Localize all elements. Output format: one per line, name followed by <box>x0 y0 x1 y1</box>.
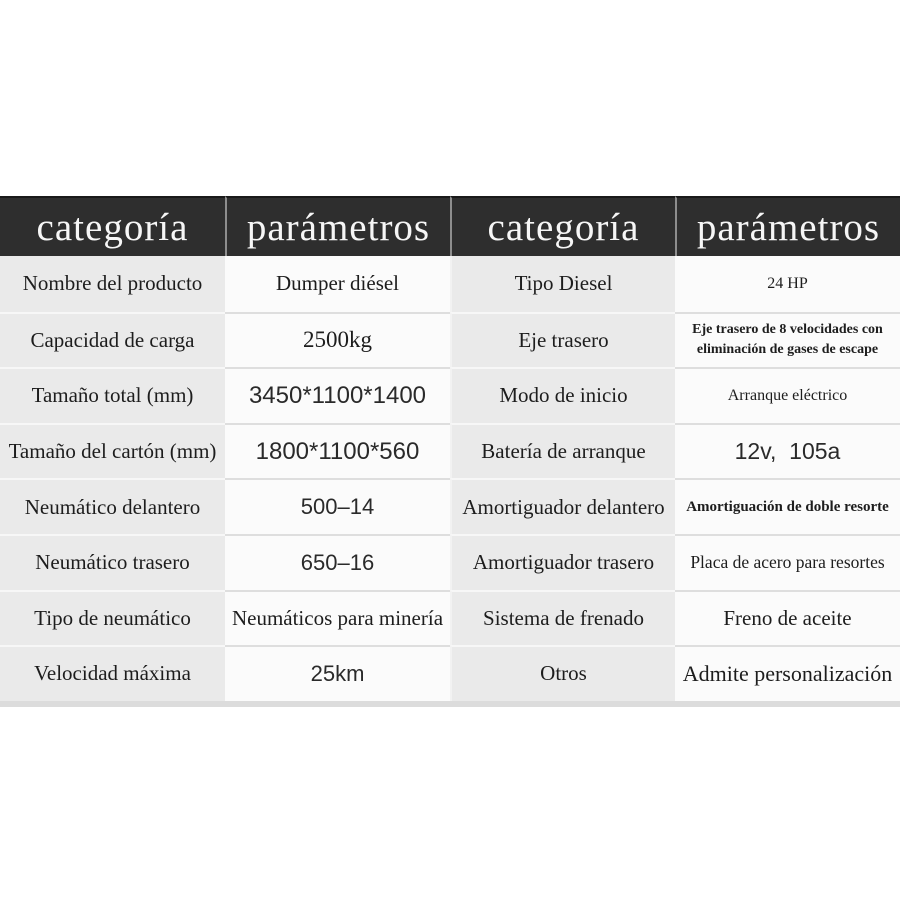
value-cell: Dumper diésel <box>225 256 450 312</box>
value-cell: 500–14 <box>225 478 450 534</box>
value-cell: Eje trasero de 8 velocidades con eliminación de gases de escape <box>675 312 900 368</box>
category-cell: Capacidad de carga <box>0 312 225 368</box>
value-cell: Freno de aceite <box>675 590 900 646</box>
value-cell: 2500kg <box>225 312 450 368</box>
value-cell: Neumáticos para minería <box>225 590 450 646</box>
category-cell: Modo de inicio <box>450 367 675 423</box>
value-cell: 3450*1100*1400 <box>225 367 450 423</box>
category-cell: Amortiguador trasero <box>450 534 675 590</box>
value-cell: 12v, 105a <box>675 423 900 479</box>
category-cell: Tipo Diesel <box>450 256 675 312</box>
category-cell: Otros <box>450 645 675 701</box>
category-cell: Velocidad máxima <box>0 645 225 701</box>
value-cell: Placa de acero para resortes <box>675 534 900 590</box>
category-cell: Batería de arranque <box>450 423 675 479</box>
category-cell: Tamaño total (mm) <box>0 367 225 423</box>
table-bottom-edge <box>0 701 900 707</box>
category-cell: Neumático delantero <box>0 478 225 534</box>
header-parameters-right: parámetros <box>675 196 900 256</box>
category-cell: Nombre del producto <box>0 256 225 312</box>
value-cell: 25km <box>225 645 450 701</box>
value-cell: Admite personalización <box>675 645 900 701</box>
value-cell: Arranque eléctrico <box>675 367 900 423</box>
value-cell: Amortiguación de doble resorte <box>675 478 900 534</box>
header-category-right: categoría <box>450 196 675 256</box>
category-cell: Sistema de frenado <box>450 590 675 646</box>
category-cell: Tipo de neumático <box>0 590 225 646</box>
category-cell: Neumático trasero <box>0 534 225 590</box>
category-cell: Tamaño del cartón (mm) <box>0 423 225 479</box>
header-parameters-left: parámetros <box>225 196 450 256</box>
spec-table <box>0 196 900 701</box>
category-cell: Eje trasero <box>450 312 675 368</box>
header-category-left: categoría <box>0 196 225 256</box>
value-cell: 24 HP <box>675 256 900 312</box>
category-cell: Amortiguador delantero <box>450 478 675 534</box>
value-cell: 1800*1100*560 <box>225 423 450 479</box>
value-cell: 650–16 <box>225 534 450 590</box>
